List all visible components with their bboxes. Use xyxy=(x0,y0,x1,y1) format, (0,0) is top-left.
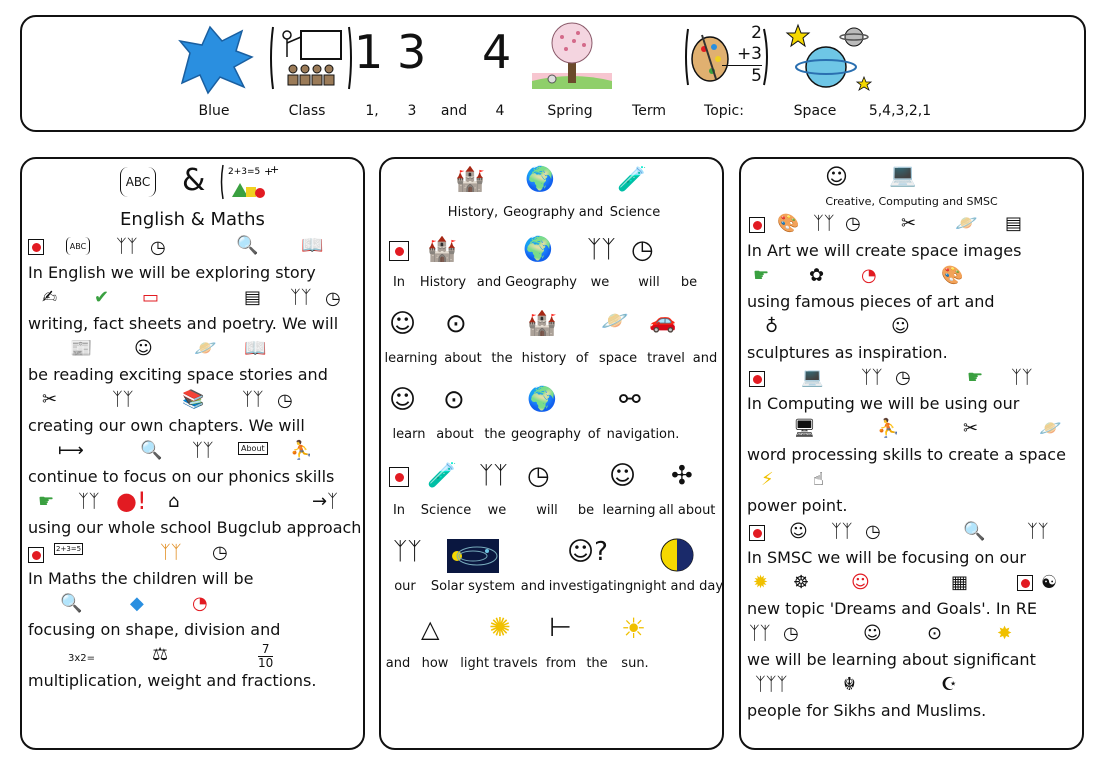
power-icon: ⚡ xyxy=(761,469,774,490)
r3-of: of xyxy=(587,427,601,442)
skills-icon: ⛹ xyxy=(877,418,900,439)
our-icon: ᛉᛉ xyxy=(78,491,100,512)
navigation-icon: ⚯ xyxy=(619,385,641,415)
r6-light-travels: light travels xyxy=(460,656,538,671)
r1-we: we xyxy=(590,275,610,290)
geography-globe-icon: 🌍 xyxy=(523,235,553,263)
red-dot-symbol xyxy=(749,217,765,233)
we-icon: ᛉᛉ xyxy=(861,367,883,388)
red-dot-symbol xyxy=(28,239,44,255)
english-maths-panel xyxy=(20,157,365,750)
r2-history: history xyxy=(521,351,567,366)
create-icon: ✂ xyxy=(901,213,917,234)
will-clock-icon: ◷ xyxy=(325,288,341,309)
svg-text:+: + xyxy=(264,165,274,178)
goals-icon: ▦ xyxy=(951,572,969,593)
r5-and: and xyxy=(520,579,546,594)
r4-all-about: all about xyxy=(658,503,716,518)
creative-heading: Creative, Computing and SMSC xyxy=(825,195,998,208)
pieces-icon: ◔ xyxy=(861,265,877,286)
number-3: 3 xyxy=(397,25,427,79)
famous-icon: ✿ xyxy=(809,265,825,286)
fact-icon: ✔ xyxy=(94,287,110,308)
history-geography-science-panel xyxy=(379,157,724,750)
col1-line-6: using our whole school Bugclub approach. xyxy=(28,518,367,537)
r4-will: will xyxy=(536,503,558,518)
fraction-numerator: 7 xyxy=(258,643,273,657)
continue-arrow-icon: ⟼ xyxy=(58,440,84,461)
r1-be: be xyxy=(680,275,698,290)
poetry-icon: ▤ xyxy=(244,287,262,308)
we-icon: ᛉᛉ xyxy=(116,236,138,257)
r4-be: be xyxy=(577,503,595,518)
approach-icon: →ᛉ xyxy=(312,491,338,512)
focus-icon: 🔍 xyxy=(140,440,163,461)
col3-line-3: sculptures as inspiration. xyxy=(747,343,948,362)
chapters-icon: 📚 xyxy=(182,389,205,410)
sun-icon: ☀ xyxy=(621,612,647,645)
ampersand: & xyxy=(182,163,206,198)
creative-computing-smsc-panel xyxy=(739,157,1084,750)
point-icon: ☝ xyxy=(813,469,824,490)
sikh-khanda-icon: ☬ xyxy=(843,674,856,695)
label-and: and xyxy=(440,103,468,119)
we-icon: ᛉᛉ xyxy=(831,521,853,542)
sheets-icon: ▭ xyxy=(142,287,160,308)
r4-we: we xyxy=(487,503,507,518)
division-icon: ◔ xyxy=(192,593,208,614)
r2-travel: travel xyxy=(647,351,685,366)
r3-the: the xyxy=(484,427,506,442)
inspiration-head-icon: ☺ xyxy=(891,316,910,337)
red-dot-symbol xyxy=(389,467,409,487)
shape-icon: ◆ xyxy=(130,593,144,614)
maths-icon: 2+3=5 xyxy=(56,545,82,553)
we-icon: ᛉᛉ xyxy=(242,389,264,410)
red-dot-symbol xyxy=(389,241,409,261)
space-icon: 🪐 xyxy=(955,213,978,234)
r2-the: the xyxy=(491,351,513,366)
exciting-face-icon: ☺ xyxy=(134,338,153,359)
col3-line-5: word processing skills to create a space xyxy=(747,445,1066,464)
r3-learn: learn xyxy=(392,427,426,442)
will-clock-icon: ◷ xyxy=(212,542,228,563)
red-dot-symbol xyxy=(28,547,44,563)
create-icon: ✂ xyxy=(963,418,979,439)
fraction-icon xyxy=(258,643,273,670)
learning-head-icon: ☺ xyxy=(389,309,417,339)
r1-and: and xyxy=(476,275,502,290)
new-icon: ✹ xyxy=(753,572,769,593)
space-icon: 🪐 xyxy=(194,338,217,359)
col1-line-1: In English we will be exploring story xyxy=(28,263,316,282)
col1-line-8: focusing on shape, division and xyxy=(28,620,281,639)
will-clock-icon: ◷ xyxy=(845,213,861,234)
will-clock-icon: ◷ xyxy=(277,390,293,411)
english-maths-title: English & Maths xyxy=(120,209,265,230)
label-class: Class xyxy=(288,103,326,119)
r6-sun: sun. xyxy=(621,656,649,671)
crescent-star-icon: ☪ xyxy=(941,674,958,695)
r2-about: about xyxy=(444,351,482,366)
will-clock-icon: ◷ xyxy=(895,367,911,388)
col3-line-9: we will be learning about significant xyxy=(747,650,1036,669)
english-icon: ABC xyxy=(66,237,90,255)
space-icon: 🪐 xyxy=(601,309,629,334)
focusing-icon: 🔍 xyxy=(963,521,986,542)
r1-in: In xyxy=(392,275,406,290)
spring-tree-icon xyxy=(532,21,612,91)
r1-geography: Geography xyxy=(505,275,577,290)
col3-line-4: In Computing we will be using our xyxy=(747,394,1020,413)
people-icon: ᛉᛉᛉ xyxy=(755,674,788,695)
our-icon: ᛉᛉ xyxy=(192,440,214,461)
col1-line-5: continue to focus on our phonics skills xyxy=(28,467,335,486)
r6-from: from xyxy=(545,656,577,671)
about-icon: ⊙ xyxy=(443,385,465,415)
all-about-arrows-icon: ✣ xyxy=(671,461,693,491)
r3-navigation: navigation. xyxy=(606,427,680,442)
science-icon: 🧪 xyxy=(427,461,457,489)
sum-c: 5 xyxy=(751,66,762,86)
learning-head-icon: ☺ xyxy=(609,461,637,491)
our-icon: ᛉᛉ xyxy=(393,537,422,565)
header-panel xyxy=(20,15,1086,132)
we-icon: ᛉᛉ xyxy=(813,213,835,234)
phonics-icon: About xyxy=(238,442,268,455)
label-spring: Spring xyxy=(547,103,593,119)
sum-bracket-icon xyxy=(760,25,772,89)
number-1: 1 xyxy=(354,25,384,79)
col3-line-2: using famous pieces of art and xyxy=(747,292,995,311)
will-clock-icon: ◷ xyxy=(783,623,799,644)
our-icon: ᛉᛉ xyxy=(112,389,134,410)
creative-head-icon: ☺ xyxy=(825,165,848,190)
label-3: 3 xyxy=(407,103,417,119)
word-processing-icon: 🖥 xyxy=(793,418,816,439)
sum-b: +3 xyxy=(722,44,762,66)
r2-of: of xyxy=(575,351,589,366)
col3-line-8: new topic 'Dreams and Goals'. In RE xyxy=(747,599,1038,618)
we-icon: ᛉᛉ xyxy=(290,287,312,308)
class-icon xyxy=(267,23,355,93)
computer-icon: 💻 xyxy=(801,367,824,388)
col1-line-9: multiplication, weight and fractions. xyxy=(28,671,317,690)
red-dot-symbol xyxy=(749,371,765,387)
label-blue: Blue xyxy=(198,103,230,119)
about-icon: ⊙ xyxy=(445,309,467,339)
we-icon: ᛉᛉ xyxy=(479,461,508,489)
explore-icon: 🔍 xyxy=(236,235,259,256)
children-icon: ᛉᛉ xyxy=(160,542,182,563)
history-castle-icon: 🏰 xyxy=(455,165,485,193)
our-icon: ᛉᛉ xyxy=(1011,367,1033,388)
how-icon: △ xyxy=(421,615,440,643)
label-countdown: 5,4,3,2,1 xyxy=(868,103,932,119)
reading-icon: 📰 xyxy=(70,338,93,359)
col3-line-6: power point. xyxy=(747,496,848,515)
maths-shapes-icon xyxy=(220,163,280,201)
whole-icon: ●! xyxy=(116,487,147,515)
weight-scale-icon: ⚖ xyxy=(152,644,169,665)
heading-history: History, xyxy=(447,205,499,220)
investigating-icon: ☺? xyxy=(567,537,608,567)
using-hand-icon: ☛ xyxy=(38,491,55,512)
topic-icon: ☸ xyxy=(793,572,810,593)
skills-icon: ⛹ xyxy=(290,440,313,461)
r4-in: In xyxy=(392,503,406,518)
solar-system-icon xyxy=(447,539,499,573)
space-planets-icon xyxy=(782,21,878,93)
stories-book-icon: 📖 xyxy=(244,338,267,359)
images-icon: ▤ xyxy=(1005,213,1023,234)
number-4: 4 xyxy=(482,25,512,79)
r5-solar-system: Solar system xyxy=(430,579,516,594)
col3-line-10: people for Sikhs and Muslims. xyxy=(747,701,987,720)
r2-and: and xyxy=(692,351,718,366)
label-4: 4 xyxy=(495,103,505,119)
history-castle-icon: 🏰 xyxy=(527,309,557,337)
space-icon: 🪐 xyxy=(1039,418,1062,439)
r5-our: our xyxy=(394,579,416,594)
r4-science: Science xyxy=(420,503,472,518)
r6-the: the xyxy=(586,656,608,671)
geography-globe-icon: 🌍 xyxy=(525,165,555,193)
creating-icon: ✂ xyxy=(42,389,58,410)
about-icon: ⊙ xyxy=(927,623,943,644)
sum-a: 2 xyxy=(751,23,762,43)
col3-line-1: In Art we will create space images xyxy=(747,241,1022,260)
r2-learning: learning xyxy=(384,351,438,366)
col3-line-7: In SMSC we will be focusing on our xyxy=(747,548,1026,567)
abc-icon: ABC xyxy=(120,167,156,197)
will-clock-icon: ◷ xyxy=(527,461,550,491)
significant-star-icon: ✸ xyxy=(997,623,1013,644)
label-1: 1, xyxy=(365,103,379,119)
r3-geography: geography xyxy=(511,427,581,442)
will-clock-icon: ◷ xyxy=(865,521,881,542)
using-hand-icon: ☛ xyxy=(753,265,770,286)
geography-globe-icon: 🌍 xyxy=(527,385,557,413)
r6-and: and xyxy=(385,656,411,671)
sculptures-icon: ♁ xyxy=(765,316,779,337)
focusing-icon: 🔍 xyxy=(60,593,83,614)
smsc-icon: ☺ xyxy=(789,521,808,542)
science-icon: 🧪 xyxy=(617,165,647,193)
col1-line-7: In Maths the children will be xyxy=(28,569,254,588)
we-icon: ᛉᛉ xyxy=(749,623,771,644)
r6-how: how xyxy=(421,656,449,671)
svg-text:+: + xyxy=(270,163,280,176)
learning-head-icon: ☺ xyxy=(863,623,882,644)
story-book-icon: 📖 xyxy=(301,235,324,256)
writing-icon: ✍ xyxy=(42,287,58,308)
travel-car-icon: 🚗 xyxy=(649,309,677,334)
r1-history: History xyxy=(419,275,467,290)
school-icon: ⌂ xyxy=(168,491,180,512)
heading-science: Science xyxy=(609,205,661,220)
multiplication-icon: 3x2= xyxy=(68,653,96,664)
col1-line-3: be reading exciting space stories and xyxy=(28,365,328,384)
religion-symbols-icon: ☯ xyxy=(1041,572,1058,593)
red-dot-symbol xyxy=(749,525,765,541)
label-space: Space xyxy=(793,103,837,119)
label-topic: Topic: xyxy=(704,103,744,119)
r5-night-and-day: night and day xyxy=(632,579,724,594)
blue-splash-icon xyxy=(172,23,256,95)
r3-about: about xyxy=(436,427,474,442)
sum-symbol xyxy=(722,23,762,91)
heading-and: and xyxy=(578,205,604,220)
our-icon: ᛉᛉ xyxy=(1027,521,1049,542)
night-and-day-icon xyxy=(659,537,695,573)
light-travels-icon: ✺ xyxy=(489,613,511,643)
fraction-denominator: 10 xyxy=(258,656,274,670)
art-icon: 🎨 xyxy=(941,265,964,286)
heading-geography: Geography xyxy=(503,205,575,220)
col1-line-2: writing, fact sheets and poetry. We will xyxy=(28,314,339,333)
col1-line-4: creating our own chapters. We will xyxy=(28,416,305,435)
learn-head-icon: ☺ xyxy=(389,385,417,415)
art-icon: 🎨 xyxy=(777,213,800,234)
will-clock-icon: ◷ xyxy=(150,237,166,258)
svg-text:2+3=5: 2+3=5 xyxy=(228,167,261,177)
will-clock-icon: ◷ xyxy=(631,235,654,265)
r2-space: space xyxy=(598,351,638,366)
history-castle-icon: 🏰 xyxy=(427,235,457,263)
r1-will: will xyxy=(638,275,660,290)
r5-investigating: investigating xyxy=(548,579,634,594)
we-icon: ᛉᛉ xyxy=(587,235,616,263)
red-dot-symbol xyxy=(1017,575,1033,591)
dreams-icon: ☺ xyxy=(851,572,870,593)
r4-learning: learning xyxy=(602,503,656,518)
computer-icon: 💻 xyxy=(889,163,917,188)
from-icon: ⊢ xyxy=(549,613,572,643)
label-term: Term xyxy=(632,103,666,119)
using-hand-icon: ☛ xyxy=(967,367,984,388)
